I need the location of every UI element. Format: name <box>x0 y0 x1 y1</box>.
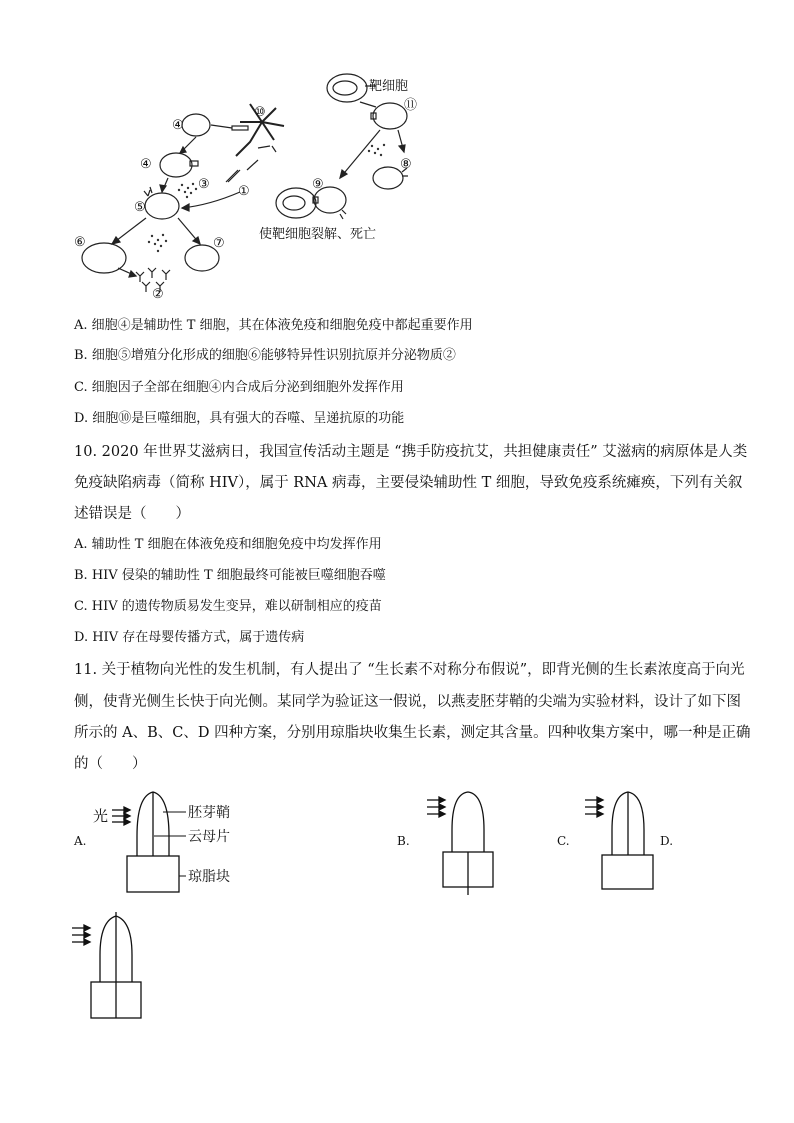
marker-4-top: ④ <box>172 118 184 133</box>
option-d-letter[interactable]: D. <box>660 834 674 848</box>
agar-label: 琼脂块 <box>188 869 230 885</box>
marker-5: ⑤ <box>134 200 146 215</box>
agar-block-c <box>602 855 653 889</box>
q10-stem-line-3: 述错误是（ ） <box>74 506 190 522</box>
coleoptile-b <box>452 792 484 852</box>
q9-option-a[interactable]: A. 细胞④是辅助性 T 细胞，其在体液免疫和细胞免疫中都起重要作用 <box>74 318 473 333</box>
marker-2: ② <box>152 287 164 302</box>
option-c-figure <box>585 792 653 889</box>
light-label: 光 <box>93 807 109 825</box>
q11-stem-line-4: 的（ ） <box>74 756 147 772</box>
target-cell-label: 靶细胞 <box>369 79 409 94</box>
marker-3: ③ <box>198 177 210 192</box>
diagram-caption: 使靶细胞裂解、死亡 <box>259 227 377 242</box>
marker-8: ⑨ <box>312 177 324 192</box>
q11-stem-line-1: 11. 关于植物向光性的发生机制，有人提出了 “生长素不对称分布假说”，即背光侧的生长素浓度高于向光 <box>74 662 745 678</box>
marker-9: ⑧ <box>400 157 412 172</box>
q9-option-d[interactable]: D. 细胞⑩是巨噬细胞，具有强大的吞噬、呈递抗原的功能 <box>74 411 405 426</box>
marker-10: ⑩ <box>254 105 266 120</box>
q10-option-a[interactable]: A. 辅助性 T 细胞在体液免疫和细胞免疫中均发挥作用 <box>74 537 382 552</box>
q9-option-b[interactable]: B. 细胞⑤增殖分化形成的细胞⑥能够特异性识别抗原并分泌物质② <box>74 348 456 363</box>
q10-option-c[interactable]: C. HIV 的遗传物质易发生变异，难以研制相应的疫苗 <box>74 599 382 614</box>
q10-option-d[interactable]: D. HIV 存在母婴传播方式，属于遗传病 <box>74 630 305 645</box>
option-b-figure <box>427 792 493 895</box>
q9-option-c[interactable]: C. 细胞因子全部在细胞④内合成后分泌到细胞外发挥作用 <box>74 380 404 395</box>
mica-label: 云母片 <box>188 829 230 845</box>
marker-6: ⑥ <box>74 235 86 250</box>
marker-7: ⑦ <box>213 236 225 251</box>
q11-stem-line-3: 所示的 A、B、C、D 四种方案，分别用琼脂块收集生长素，测定其含量。四种收集方案中，哪一种是正确 <box>74 725 751 741</box>
q10-stem-line-2: 免疫缺陷病毒（简称 HIV），属于 RNA 病毒，主要侵染辅助性 T 细胞，导致免疫系统瘫痪，下列有关叙 <box>74 475 743 491</box>
marker-1: ① <box>238 184 250 199</box>
q10-option-b[interactable]: B. HIV 侵染的辅助性 T 细胞最终可能被巨噬细胞吞噬 <box>74 568 386 583</box>
option-b-letter[interactable]: B. <box>397 834 410 848</box>
marker-11: ⑪ <box>404 98 418 113</box>
marker-4-middle: ④ <box>140 157 152 172</box>
q11-stem-line-2: 侧，使背光侧生长快于向光侧。某同学为验证这一假说，以燕麦胚芽鞘的尖端为实验材料，设计了如下图 <box>74 694 741 710</box>
option-d-figure <box>72 912 141 1018</box>
option-a-figure <box>112 792 186 892</box>
option-a-letter[interactable]: A. <box>74 834 87 848</box>
q10-stem-line-1: 10. 2020 年世界艾滋病日，我国宣传活动主题是 “携手防疫抗艾，共担健康责任” 艾滋病的病原体是人类 <box>74 444 748 460</box>
option-c-letter[interactable]: C. <box>557 834 570 848</box>
agar-block-a <box>127 856 179 892</box>
coleoptile-label: 胚芽鞘 <box>188 805 230 821</box>
